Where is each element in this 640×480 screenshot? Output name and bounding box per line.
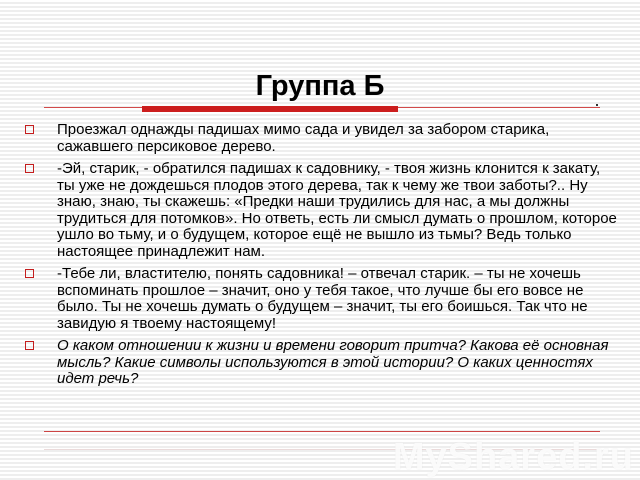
square-bullet-icon bbox=[25, 125, 34, 134]
title-rule-dot bbox=[596, 104, 598, 106]
bullet-item bbox=[25, 338, 620, 388]
square-bullet-icon bbox=[25, 164, 34, 173]
watermark-logo: MyShared.ru bbox=[392, 436, 634, 478]
square-bullet-icon bbox=[25, 341, 34, 350]
footer-rule bbox=[44, 431, 600, 432]
square-bullet-icon bbox=[25, 269, 34, 278]
bullet-item bbox=[25, 122, 620, 155]
bullet-item bbox=[25, 161, 620, 260]
bullet-text: -Тебе ли, властителю, понять садовника! – отвечал старик. – ты не хочешь вспоминать прошлое – значит, оно у тебя такое, что лучше бы его вовсе не было. Ты не хочешь думать о будущем – значит, ты его боишься. Так что не завидую я твоему настоящему! bbox=[57, 265, 588, 332]
bullet-item bbox=[25, 266, 620, 332]
bullet-text: Проезжал однажды падишах мимо сада и увидел за забором старика, сажавшего персиковое дерево. bbox=[57, 121, 550, 155]
title-accent-bar bbox=[142, 106, 398, 112]
bullet-text: -Эй, старик, - обратился падишах к садовнику, - твоя жизнь клонится к закату, ты уже не дождешься плодов этого дерева, так к чему же твои заботы?.. Ну знаю, знаю, ты скажешь: «Предки наши трудились для нас, а мы должны трудиться для потомков». Но ответь, есть ли смысл думать о прошлом, которое ушло во тьму, и о будущем, которое ещё не вышло из тьмы? Ведь только настоящее принадлежит нам. bbox=[57, 160, 617, 260]
bullet-text: О каком отношении к жизни и времени говорит притча? Какова её основная мысль? Какие символы используются в этой истории? О каких ценностях идет речь? bbox=[57, 337, 609, 387]
bullet-list bbox=[25, 122, 620, 394]
slide-title: Группа Б bbox=[255, 70, 385, 102]
